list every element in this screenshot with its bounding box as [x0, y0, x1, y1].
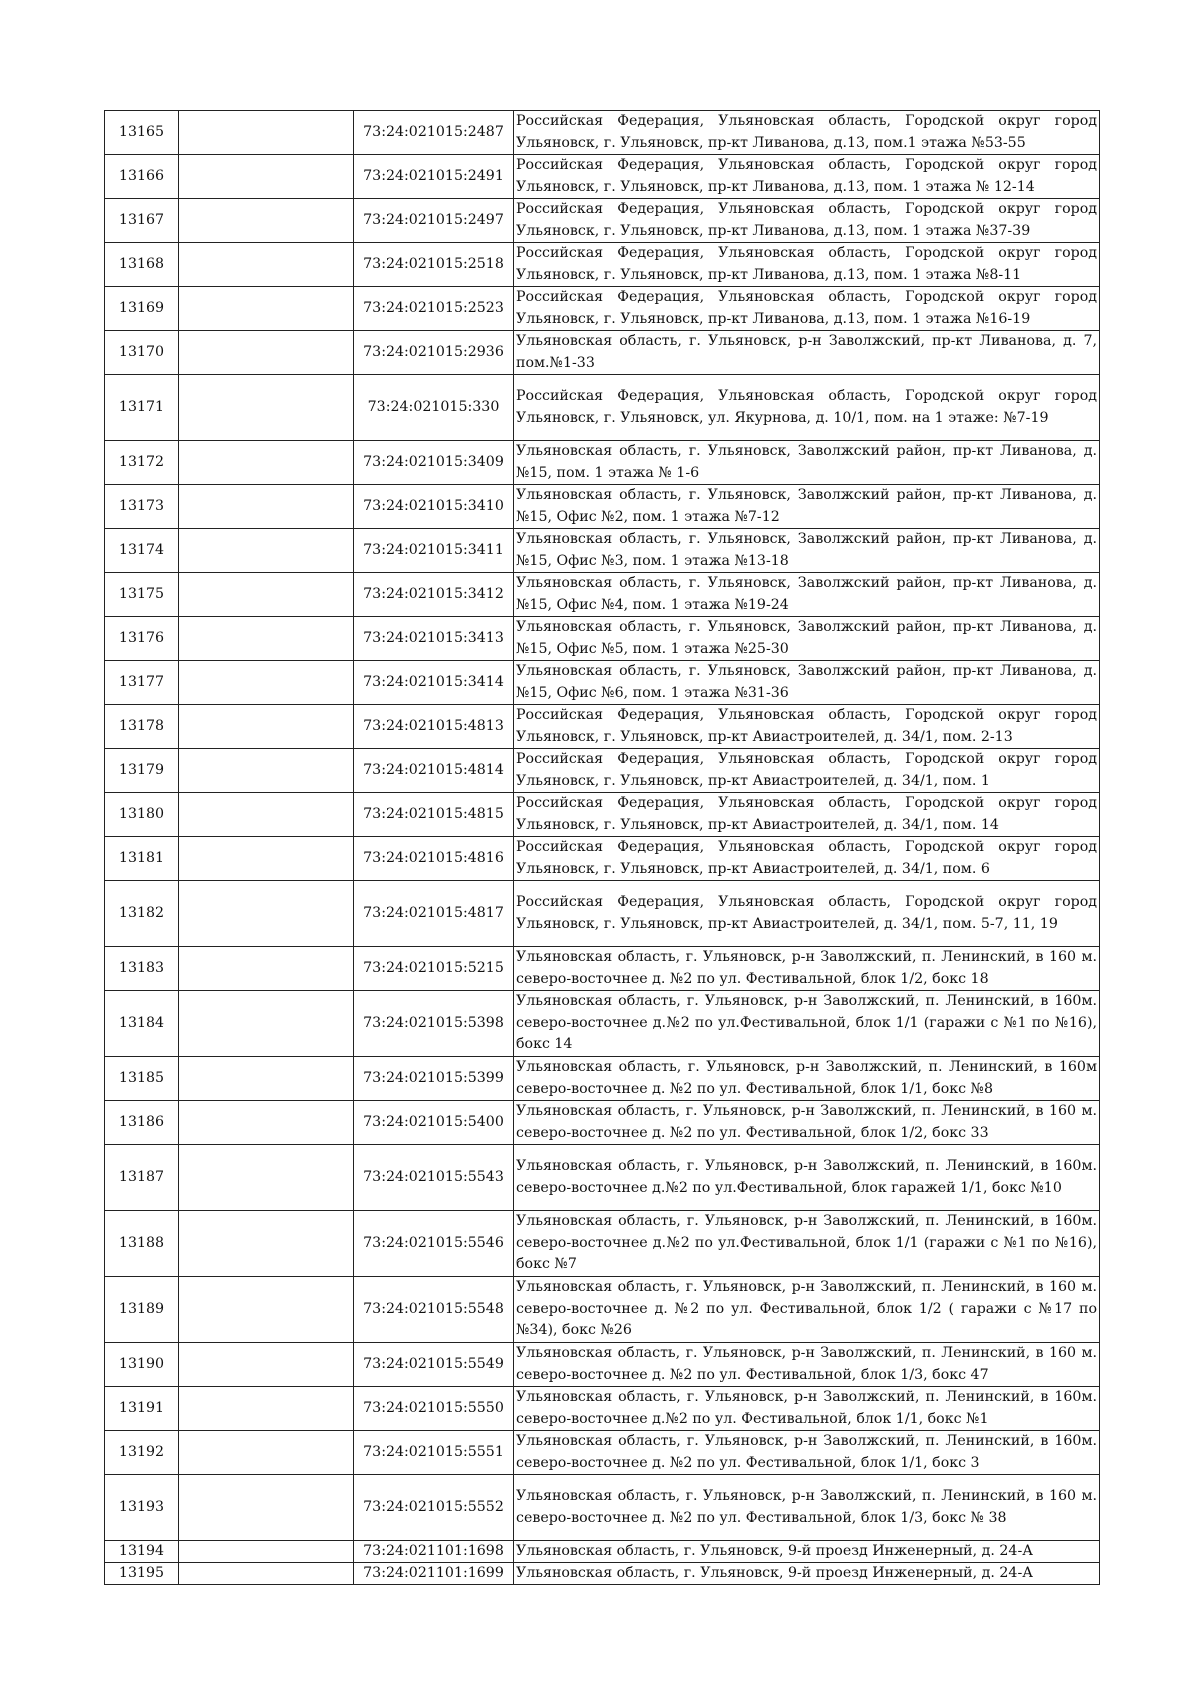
address-cell: Российская Федерация, Ульяновская область, Городской округ город Ульяновск, г. Ульяновск, ул. Якурнова, д. 10/1, пом. на 1 этаже: №7-19: [514, 375, 1100, 441]
row-number-cell: 13188: [105, 1211, 179, 1277]
owner-cell: [179, 529, 354, 573]
table-row: [105, 705, 1100, 749]
cadastral-number-cell: 73:24:021015:5399: [354, 1057, 514, 1101]
owner-cell: [179, 331, 354, 375]
row-number-cell: 13173: [105, 485, 179, 529]
table-row: [105, 485, 1100, 529]
address-cell: Ульяновская область, г. Ульяновск, р-н Заволжский, п. Ленинский, в 160м. северо-восточнее д.№2 по ул.Фестивальной, блок гаражей 1/1, бокс №10: [514, 1145, 1100, 1211]
row-number-cell: 13191: [105, 1387, 179, 1431]
owner-cell: [179, 749, 354, 793]
owner-cell: [179, 1145, 354, 1211]
table-row: [105, 287, 1100, 331]
table-row: [105, 1387, 1100, 1431]
cadastral-number-cell: 73:24:021015:5549: [354, 1343, 514, 1387]
address-cell: Российская Федерация, Ульяновская область, Городской округ город Ульяновск, г. Ульяновск, пр-кт Ливанова, д.13, пом. 1 этажа №8-11: [514, 243, 1100, 287]
cadastral-number-cell: 73:24:021015:4813: [354, 705, 514, 749]
address-cell: Ульяновская область, г. Ульяновск, р-н Заволжский, пр-кт Ливанова, д. 7, пом.№1-33: [514, 331, 1100, 375]
address-cell: Ульяновская область, г. Ульяновск, 9-й проезд Инженерный, д. 24-А: [514, 1563, 1100, 1585]
address-cell: Ульяновская область, г. Ульяновск, р-н Заволжский, п. Ленинский, в 160м северо-восточнее д. №2 по ул. Фестивальной, блок 1/1, бокс №8: [514, 1057, 1100, 1101]
cadastral-number-cell: 73:24:021015:2523: [354, 287, 514, 331]
owner-cell: [179, 375, 354, 441]
cadastral-number-cell: 73:24:021015:4816: [354, 837, 514, 881]
owner-cell: [179, 793, 354, 837]
cadastral-number-cell: 73:24:021015:3413: [354, 617, 514, 661]
table-row: [105, 199, 1100, 243]
cadastral-number-cell: 73:24:021015:3409: [354, 441, 514, 485]
owner-cell: [179, 1277, 354, 1343]
row-number-cell: 13175: [105, 573, 179, 617]
address-cell: Ульяновская область, г. Ульяновск, Заволжский район, пр-кт Ливанова, д. №15, Офис №5, пом. 1 этажа №25-30: [514, 617, 1100, 661]
row-number-cell: 13174: [105, 529, 179, 573]
address-cell: Российская Федерация, Ульяновская область, Городской округ город Ульяновск, г. Ульяновск, пр-кт Авиастроителей, д. 34/1, пом. 5-7, 11, 19: [514, 881, 1100, 947]
owner-cell: [179, 947, 354, 991]
row-number-cell: 13165: [105, 111, 179, 155]
table-row: [105, 1541, 1100, 1563]
owner-cell: [179, 661, 354, 705]
row-number-cell: 13183: [105, 947, 179, 991]
address-cell: Российская Федерация, Ульяновская область, Городской округ город Ульяновск, г. Ульяновск, пр-кт Авиастроителей, д. 34/1, пом. 2-13: [514, 705, 1100, 749]
address-cell: Российская Федерация, Ульяновская область, Городской округ город Ульяновск, г. Ульяновск, пр-кт Ливанова, д.13, пом. 1 этажа №37-39: [514, 199, 1100, 243]
row-number-cell: 13177: [105, 661, 179, 705]
owner-cell: [179, 1431, 354, 1475]
owner-cell: [179, 1211, 354, 1277]
owner-cell: [179, 617, 354, 661]
cadastral-number-cell: 73:24:021015:5543: [354, 1145, 514, 1211]
address-cell: Ульяновская область, г. Ульяновск, Заволжский район, пр-кт Ливанова, д. №15, Офис №6, пом. 1 этажа №31-36: [514, 661, 1100, 705]
table-row: [105, 881, 1100, 947]
table-row: [105, 111, 1100, 155]
cadastral-number-cell: 73:24:021015:5398: [354, 991, 514, 1057]
owner-cell: [179, 705, 354, 749]
table-row: [105, 1211, 1100, 1277]
cadastral-number-cell: 73:24:021015:3412: [354, 573, 514, 617]
cadastral-number-cell: 73:24:021015:5548: [354, 1277, 514, 1343]
address-cell: Ульяновская область, г. Ульяновск, р-н Заволжский, п. Ленинский, в 160м. северо-восточнее д.№2 по ул. Фестивальной, блок 1/1, бокс №1: [514, 1387, 1100, 1431]
cadastral-number-cell: 73:24:021015:5546: [354, 1211, 514, 1277]
owner-cell: [179, 485, 354, 529]
cadastral-number-cell: 73:24:021015:3411: [354, 529, 514, 573]
table-row: [105, 749, 1100, 793]
row-number-cell: 13194: [105, 1541, 179, 1563]
cadastral-number-cell: 73:24:021015:5400: [354, 1101, 514, 1145]
row-number-cell: 13166: [105, 155, 179, 199]
row-number-cell: 13179: [105, 749, 179, 793]
table-row: [105, 1431, 1100, 1475]
table-row: [105, 1277, 1100, 1343]
row-number-cell: 13170: [105, 331, 179, 375]
cadastral-number-cell: 73:24:021015:4817: [354, 881, 514, 947]
cadastral-number-cell: 73:24:021015:5551: [354, 1431, 514, 1475]
address-cell: Ульяновская область, г. Ульяновск, р-н Заволжский, п. Ленинский, в 160 м. северо-восточнее д. №2 по ул. Фестивальной, блок 1/2, бокс 18: [514, 947, 1100, 991]
address-cell: Ульяновская область, г. Ульяновск, р-н Заволжский, п. Ленинский, в 160 м. северо-восточнее д. №2 по ул. Фестивальной, блок 1/3, бокс № 38: [514, 1475, 1100, 1541]
owner-cell: [179, 573, 354, 617]
cadastral-number-cell: 73:24:021015:4814: [354, 749, 514, 793]
address-cell: Ульяновская область, г. Ульяновск, р-н Заволжский, п. Ленинский, в 160 м. северо-восточнее д. №2 по ул. Фестивальной, блок 1/2, бокс 33: [514, 1101, 1100, 1145]
address-cell: Ульяновская область, г. Ульяновск, 9-й проезд Инженерный, д. 24-А: [514, 1541, 1100, 1563]
cadastral-number-cell: 73:24:021015:3414: [354, 661, 514, 705]
table-row: [105, 837, 1100, 881]
table-row: [105, 573, 1100, 617]
cadastral-number-cell: 73:24:021015:5552: [354, 1475, 514, 1541]
address-cell: Ульяновская область, г. Ульяновск, р-н Заволжский, п. Ленинский, в 160 м. северо-восточнее д. №2 по ул. Фестивальной, блок 1/3, бокс 47: [514, 1343, 1100, 1387]
address-cell: Российская Федерация, Ульяновская область, Городской округ город Ульяновск, г. Ульяновск, пр-кт Авиастроителей, д. 34/1, пом. 14: [514, 793, 1100, 837]
address-cell: Российская Федерация, Ульяновская область, Городской округ город Ульяновск, г. Ульяновск, пр-кт Авиастроителей, д. 34/1, пом. 6: [514, 837, 1100, 881]
owner-cell: [179, 111, 354, 155]
row-number-cell: 13181: [105, 837, 179, 881]
property-register-table: [104, 110, 1100, 1585]
owner-cell: [179, 287, 354, 331]
row-number-cell: 13168: [105, 243, 179, 287]
owner-cell: [179, 1475, 354, 1541]
cadastral-number-cell: 73:24:021101:1698: [354, 1541, 514, 1563]
owner-cell: [179, 1563, 354, 1585]
row-number-cell: 13189: [105, 1277, 179, 1343]
owner-cell: [179, 155, 354, 199]
cadastral-number-cell: 73:24:021015:2491: [354, 155, 514, 199]
owner-cell: [179, 1057, 354, 1101]
table-row: [105, 1057, 1100, 1101]
cadastral-number-cell: 73:24:021015:330: [354, 375, 514, 441]
table-row: [105, 1101, 1100, 1145]
row-number-cell: 13169: [105, 287, 179, 331]
row-number-cell: 13195: [105, 1563, 179, 1585]
row-number-cell: 13171: [105, 375, 179, 441]
owner-cell: [179, 441, 354, 485]
owner-cell: [179, 837, 354, 881]
cadastral-number-cell: 73:24:021015:4815: [354, 793, 514, 837]
row-number-cell: 13184: [105, 991, 179, 1057]
owner-cell: [179, 991, 354, 1057]
address-cell: Российская Федерация, Ульяновская область, Городской округ город Ульяновск, г. Ульяновск, пр-кт Ливанова, д.13, пом. 1 этажа №16-19: [514, 287, 1100, 331]
cadastral-number-cell: 73:24:021015:5550: [354, 1387, 514, 1431]
owner-cell: [179, 1387, 354, 1431]
table-row: [105, 155, 1100, 199]
owner-cell: [179, 199, 354, 243]
address-cell: Ульяновская область, г. Ульяновск, Заволжский район, пр-кт Ливанова, д. №15, Офис №3, пом. 1 этажа №13-18: [514, 529, 1100, 573]
table-row: [105, 1343, 1100, 1387]
cadastral-number-cell: 73:24:021015:5215: [354, 947, 514, 991]
cadastral-number-cell: 73:24:021015:2518: [354, 243, 514, 287]
address-cell: Ульяновская область, г. Ульяновск, р-н Заволжский, п. Ленинский, в 160 м. северо-восточнее д. №2 по ул. Фестивальной, блок 1/2 ( гаражи с №17 по №34), бокс №26: [514, 1277, 1100, 1343]
table-row: [105, 661, 1100, 705]
table-row: [105, 331, 1100, 375]
cadastral-number-cell: 73:24:021101:1699: [354, 1563, 514, 1585]
table-row: [105, 947, 1100, 991]
cadastral-number-cell: 73:24:021015:3410: [354, 485, 514, 529]
owner-cell: [179, 1343, 354, 1387]
address-cell: Ульяновская область, г. Ульяновск, Заволжский район, пр-кт Ливанова, д. №15, Офис №4, пом. 1 этажа №19-24: [514, 573, 1100, 617]
owner-cell: [179, 243, 354, 287]
table-row: [105, 1475, 1100, 1541]
row-number-cell: 13167: [105, 199, 179, 243]
owner-cell: [179, 881, 354, 947]
row-number-cell: 13190: [105, 1343, 179, 1387]
address-cell: Ульяновская область, г. Ульяновск, Заволжский район, пр-кт Ливанова, д. №15, пом. 1 этажа № 1-6: [514, 441, 1100, 485]
table-row: [105, 529, 1100, 573]
address-cell: Ульяновская область, г. Ульяновск, р-н Заволжский, п. Ленинский, в 160м. северо-восточнее д.№2 по ул.Фестивальной, блок 1/1 (гаражи с №1 по №16), бокс №7: [514, 1211, 1100, 1277]
row-number-cell: 13180: [105, 793, 179, 837]
row-number-cell: 13193: [105, 1475, 179, 1541]
table-row: [105, 375, 1100, 441]
table-row: [105, 793, 1100, 837]
address-cell: Ульяновская область, г. Ульяновск, Заволжский район, пр-кт Ливанова, д. №15, Офис №2, пом. 1 этажа №7-12: [514, 485, 1100, 529]
address-cell: Российская Федерация, Ульяновская область, Городской округ город Ульяновск, г. Ульяновск, пр-кт Авиастроителей, д. 34/1, пом. 1: [514, 749, 1100, 793]
row-number-cell: 13186: [105, 1101, 179, 1145]
cadastral-number-cell: 73:24:021015:2487: [354, 111, 514, 155]
table-row: [105, 1145, 1100, 1211]
table-row: [105, 617, 1100, 661]
row-number-cell: 13176: [105, 617, 179, 661]
table-row: [105, 243, 1100, 287]
row-number-cell: 13178: [105, 705, 179, 749]
row-number-cell: 13187: [105, 1145, 179, 1211]
table-row: [105, 1563, 1100, 1585]
address-cell: Российская Федерация, Ульяновская область, Городской округ город Ульяновск, г. Ульяновск, пр-кт Ливанова, д.13, пом. 1 этажа № 12-14: [514, 155, 1100, 199]
address-cell: Ульяновская область, г. Ульяновск, р-н Заволжский, п. Ленинский, в 160м. северо-восточнее д. №2 по ул. Фестивальной, блок 1/1, бокс 3: [514, 1431, 1100, 1475]
address-cell: Российская Федерация, Ульяновская область, Городской округ город Ульяновск, г. Ульяновск, пр-кт Ливанова, д.13, пом.1 этажа №53-55: [514, 111, 1100, 155]
table-row: [105, 441, 1100, 485]
owner-cell: [179, 1541, 354, 1563]
cadastral-number-cell: 73:24:021015:2497: [354, 199, 514, 243]
register-body: [105, 111, 1100, 1585]
row-number-cell: 13172: [105, 441, 179, 485]
cadastral-number-cell: 73:24:021015:2936: [354, 331, 514, 375]
row-number-cell: 13192: [105, 1431, 179, 1475]
row-number-cell: 13185: [105, 1057, 179, 1101]
owner-cell: [179, 1101, 354, 1145]
table-row: [105, 991, 1100, 1057]
address-cell: Ульяновская область, г. Ульяновск, р-н Заволжский, п. Ленинский, в 160м. северо-восточнее д.№2 по ул.Фестивальной, блок 1/1 (гаражи с №1 по №16), бокс 14: [514, 991, 1100, 1057]
row-number-cell: 13182: [105, 881, 179, 947]
